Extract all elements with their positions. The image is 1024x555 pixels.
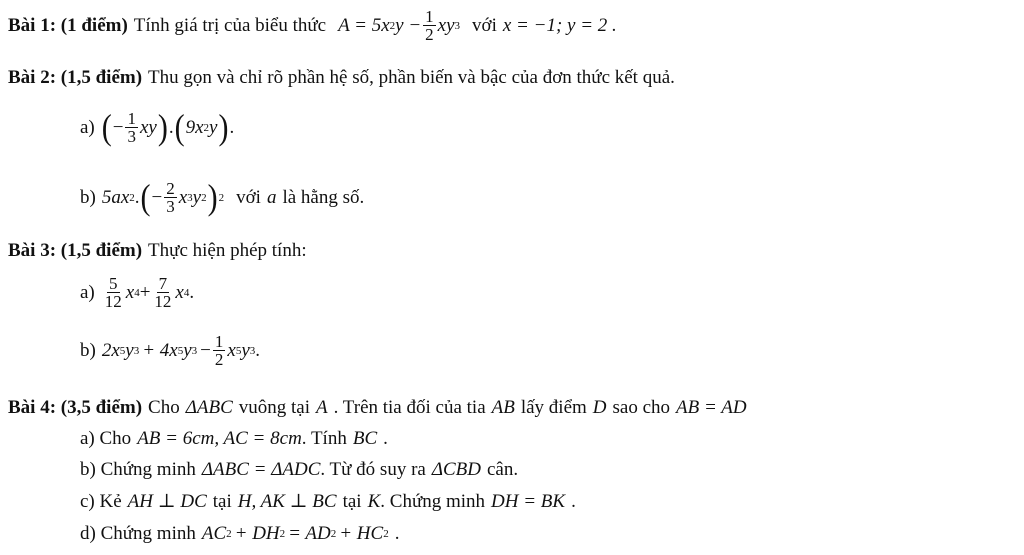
bai3-a-label: a) xyxy=(80,281,95,303)
bai1-fraction: $\frac{1}{2}$ xyxy=(425,7,434,44)
bai3-b-line: b) 2x 5 y 3 + 4x 5 y 3 − $\frac{1}{2}$ x 5 y 3 . xyxy=(80,332,260,369)
bai1-condition: x = −1; y = 2 . xyxy=(502,14,617,36)
bai2-a-end: . xyxy=(229,116,235,138)
bai2-b-minus: − xyxy=(151,186,163,208)
bai2-b-fraction: $\frac{2}{3}$ xyxy=(166,179,175,216)
bai1-with: với xyxy=(472,14,497,36)
bai2-b-var: a xyxy=(266,186,277,208)
bai3-label: Bài 3: (1,5 điểm) xyxy=(8,240,143,261)
bai1-text: Tính giá trị của biểu thức xyxy=(133,14,327,36)
bai3-a-line: a) $\frac{5}{12}$ x 4 + $\frac{7}{12}$ x 4 . xyxy=(80,274,195,311)
bai2-b-line: b) 5ax 2 . ( − $\frac{2}{3}$ x 3 y 2 ) 2 với a là hằng số. xyxy=(80,177,365,217)
bai3-a-frac1: $\frac{5}{12}$ xyxy=(104,274,122,311)
bai2-label: Bài 2: (1,5 điểm) xyxy=(8,67,143,88)
bai2-a-line: a) ( − $\frac{1}{3}$ xy ) . ( 9x 2 y ) . xyxy=(80,107,235,147)
bai2-b-with: với xyxy=(236,186,261,208)
bai1-label: Bài 1: (1 điểm) xyxy=(8,14,128,36)
bai2-b-label: b) xyxy=(80,186,96,208)
bai2-a-xy: xy xyxy=(139,116,157,138)
bai2-b-dot: . xyxy=(134,186,140,208)
bai2-a-fraction: $\frac{1}{3}$ xyxy=(127,109,136,146)
bai3-a-frac2: $\frac{7}{12}$ xyxy=(154,274,172,311)
bai3-line xyxy=(8,240,307,262)
bai4-triangle: ΔABC xyxy=(185,397,233,418)
bai4-label: Bài 4: (3,5 điểm) xyxy=(8,397,143,418)
bai1-expr-a: A = 5x xyxy=(338,14,390,36)
bai2-b-tail: là hằng số. xyxy=(282,186,365,208)
bai4-c-line: c) Kẻ AH ⊥ DC tại H, AK ⊥ BC tại K . Chứng minh DH = BK . xyxy=(80,490,576,512)
bai2-line xyxy=(8,67,675,89)
bai2-a-y: y xyxy=(209,116,218,138)
bai3-b-label: b) xyxy=(80,339,96,361)
bai1-expr-y: y − xyxy=(395,14,422,36)
bai2-a-label: a) xyxy=(80,116,95,138)
bai3-b-fraction: $\frac{1}{2}$ xyxy=(214,332,224,369)
bai2-a-9x: 9x xyxy=(185,116,204,138)
bai1-expr-xy: xy xyxy=(437,14,455,36)
bai4-d-line: d) Chứng minh AC 2 + DH 2 = AD 2 + HC 2 . xyxy=(80,523,400,544)
bai4-b-line: b) Chứng minh ΔABC = ΔADC . Từ đó suy ra ΔCBD cân. xyxy=(80,459,519,480)
bai1-line: Bài 1: (1 điểm) Tính giá trị của biểu thức A = 5x 2 y − $\frac{1}{2}$ xy 3 với x = −1; y = 2 . xyxy=(8,7,617,44)
bai2-b-lead: 5ax xyxy=(101,186,130,208)
bai2-a-minus: − xyxy=(112,116,124,138)
bai2-a-dot: . xyxy=(168,116,174,138)
bai4-line: Bài 4: (3,5 điểm) Cho ΔABC vuông tại A . Trên tia đối của tia AB lấy điểm D sao cho AB = AD xyxy=(8,397,747,418)
bai3-text: Thực hiện phép tính: xyxy=(148,240,307,261)
bai2-text: Thu gọn và chỉ rõ phần hệ số, phần biến và bậc của đơn thức kết quả. xyxy=(148,67,675,88)
bai4-a-line: a) Cho AB = 6cm, AC = 8cm . Tính BC . xyxy=(80,428,388,449)
